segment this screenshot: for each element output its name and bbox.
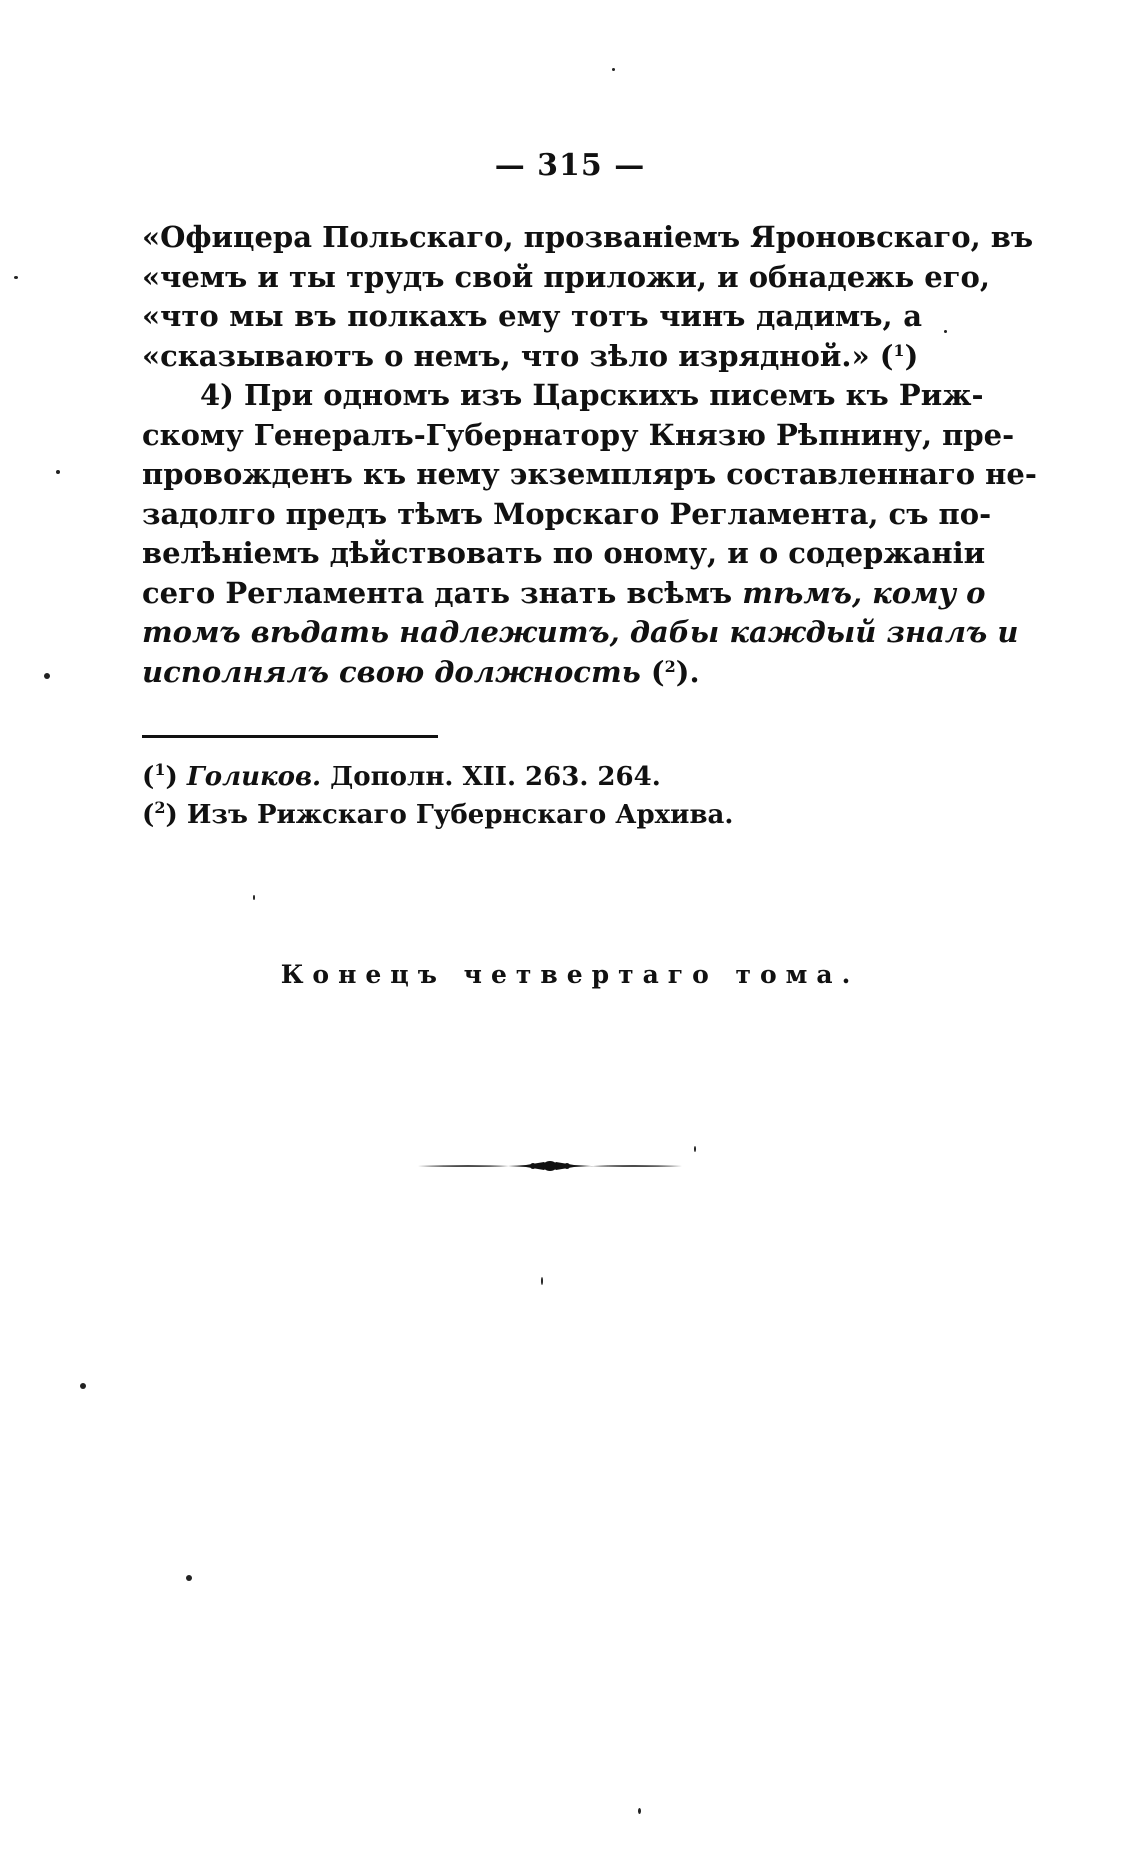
text-line: «чемъ и ты трудъ свой приложи, и обнадежь его, [142, 259, 990, 294]
ink-speck [14, 276, 18, 279]
footnote-bracket: ( [142, 800, 155, 830]
ink-speck [253, 895, 255, 900]
text-line: «Офицера Польскаго, прозваніемъ Яроновскаго, въ [142, 220, 1034, 254]
footnote-bracket: ( [142, 762, 155, 792]
text-segment: ). [675, 654, 700, 689]
ink-speck [186, 1575, 192, 1581]
footnote-marker: 1 [154, 760, 166, 779]
text-line: «что мы въ полкахъ ему тотъ чинъ дадимъ, а [142, 299, 922, 333]
ink-speck [638, 1808, 641, 1814]
footnote-marker: 2 [154, 798, 166, 817]
text-segment: ( [640, 654, 665, 689]
text-line: велѣніемъ дѣйствовать по оному, и о содержаніи [142, 536, 986, 570]
footnotes [142, 758, 922, 834]
footnote-bracket: ) [165, 800, 187, 830]
footnote-author: Голиков. [186, 762, 322, 792]
text-line: провожденъ къ нему экземпляръ составленнаго не- [142, 457, 1037, 491]
text-segment: сего Регламента дать знать всѣмъ [142, 575, 733, 610]
text-line: скому Генералъ-Губернатору Князю Рѣпнину, пре- [142, 417, 1015, 452]
text-line [142, 574, 986, 614]
ink-speck [44, 673, 50, 679]
footnote-2 [142, 796, 922, 834]
ink-speck [944, 330, 947, 333]
text-line [142, 653, 922, 693]
italic-segment: дабы каждый зналъ и [629, 615, 1019, 649]
footnote-text: Дополн. XII. 263. 264. [321, 762, 661, 792]
ink-speck [694, 1146, 696, 1152]
italic-segment: исполнялъ свою должность [142, 654, 641, 689]
text-line: 4) При одномъ изъ Царскихъ писемъ къ Риж- [200, 378, 984, 412]
text-line [142, 337, 922, 377]
ink-speck [612, 68, 615, 71]
text-segment: «сказываютъ о немъ, что зѣло изрядной.» ( [142, 338, 894, 373]
page-number: — 315 — [494, 148, 646, 183]
ink-speck [80, 1383, 86, 1389]
ink-speck [541, 1277, 543, 1285]
footnote-reference: 1 [893, 340, 905, 360]
ink-speck [56, 470, 60, 474]
text-line [142, 613, 1019, 653]
footnote-text: Изъ Рижскаго Губернскаго Архива. [186, 800, 734, 830]
italic-segment: тѣмъ, кому о [742, 575, 986, 610]
main-text [142, 218, 1037, 692]
footnote-separator-rule [142, 735, 438, 738]
text-segment: ) [904, 338, 919, 373]
end-of-volume-title: Конецъ четвертаго тома. [280, 960, 860, 989]
footnote-1 [142, 758, 922, 796]
text-line: задолго предъ тѣмъ Морскаго Регламента, съ по- [142, 496, 992, 531]
footnote-bracket: ) [165, 762, 187, 792]
footnote-reference: 2 [664, 656, 676, 676]
decorative-ornament-rule [416, 1154, 684, 1178]
italic-segment: томъ вѣдать надлежитъ, [142, 615, 620, 649]
